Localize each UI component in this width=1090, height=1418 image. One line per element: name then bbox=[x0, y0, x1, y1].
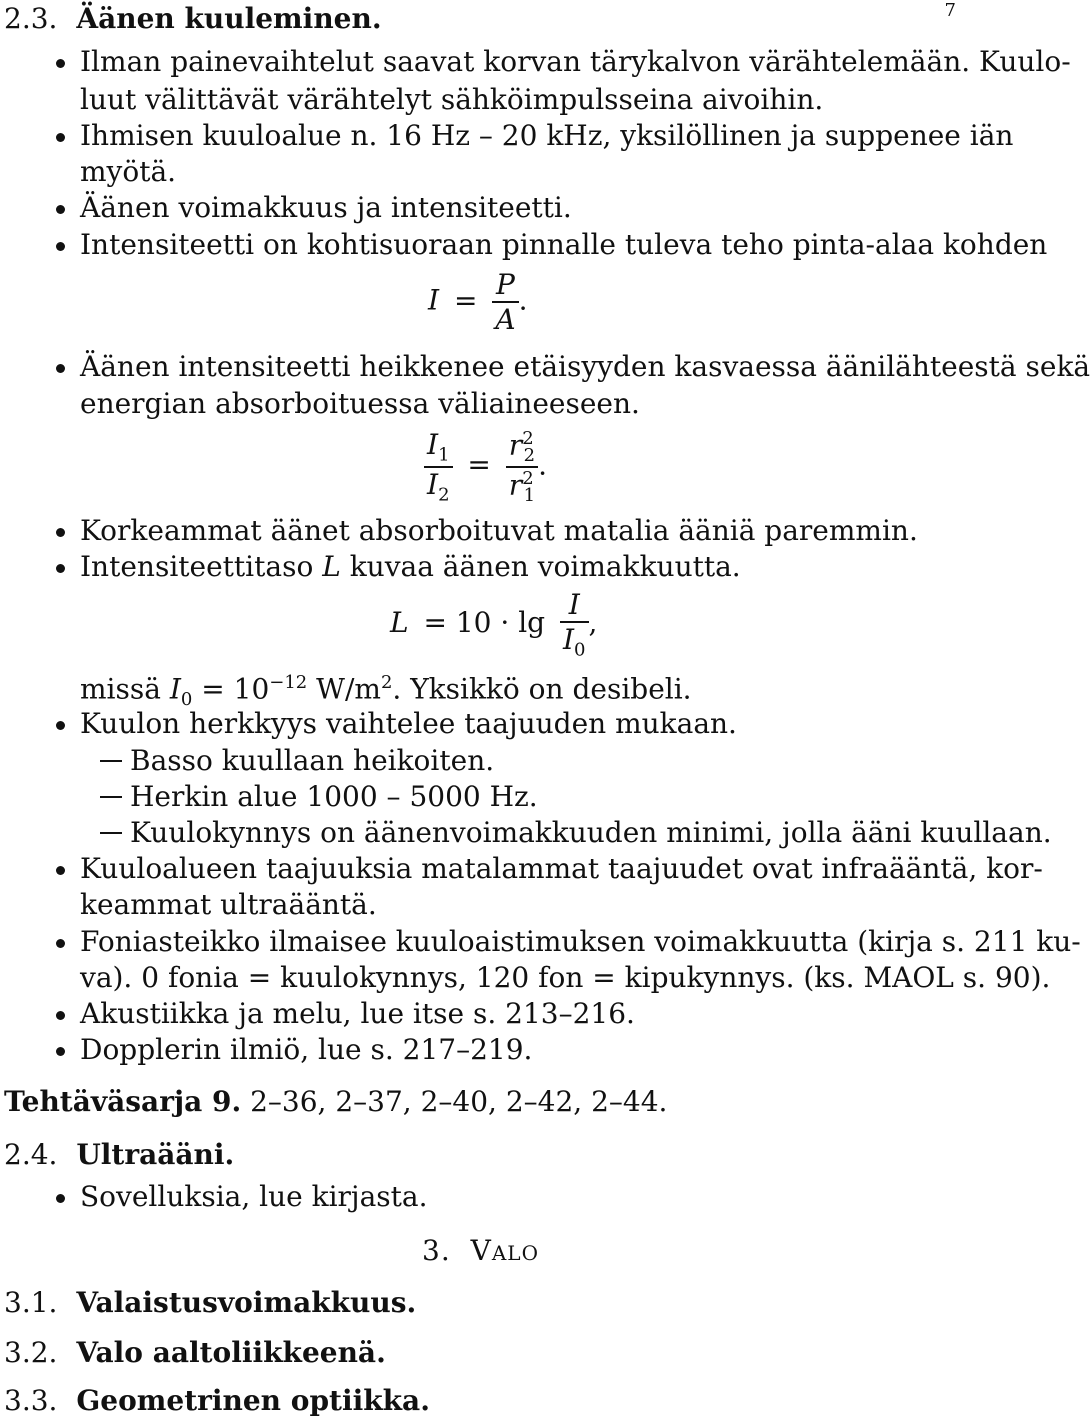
bullet-item: Intensiteetti on kohtisuoraan pinnalle tuleva teho pinta-alaa kohden bbox=[80, 228, 1048, 261]
section-number: 2.4. bbox=[4, 1138, 58, 1171]
dash-item: Herkin alue 1000 – 5000 Hz. bbox=[130, 780, 538, 813]
exercise-items: 2–36, 2–37, 2–40, 2–42, 2–44. bbox=[250, 1085, 668, 1118]
bullet-continuation: keammat ultraääntä. bbox=[80, 888, 377, 921]
page-number: 7 bbox=[944, 0, 956, 21]
section-number: 3.2. bbox=[4, 1336, 58, 1369]
section-number: 3.1. bbox=[4, 1286, 58, 1319]
bullet-continuation: luut välittävät värähtelyt sähköimpulsseina aivoihin. bbox=[80, 83, 824, 116]
exercise-label: Tehtäväsarja 9. bbox=[4, 1085, 242, 1118]
dash-item: Kuulokynnys on äänenvoimakkuuden minimi, jolla ääni kuullaan. bbox=[130, 816, 1052, 849]
bullet-item: Kuulon herkkyys vaihtelee taajuuden mukaan. bbox=[80, 707, 737, 740]
section-title: Valo aaltoliikkeenä. bbox=[76, 1336, 386, 1369]
chapter-title: Valo bbox=[470, 1234, 539, 1267]
chapter-heading bbox=[422, 1234, 539, 1267]
section-heading-2-3 bbox=[4, 2, 382, 35]
section-heading-2-4 bbox=[4, 1138, 234, 1171]
bullet-item: Intensiteettitaso L kuvaa äänen voimakkuutta. bbox=[80, 550, 741, 583]
chapter-number: 3. bbox=[422, 1234, 451, 1267]
bullet-item: Ilman painevaihtelut saavat korvan tärykalvon värähtelemään. Kuulo- bbox=[80, 45, 1071, 78]
formula-intensity-ratio: $\frac{I_1}{I_2}$ = $\frac{r^2_2}{r^2_1}$ . bbox=[424, 428, 547, 506]
section-number: 3.3. bbox=[4, 1384, 58, 1417]
bullet-item: Sovelluksia, lue kirjasta. bbox=[80, 1180, 428, 1213]
bullet-continuation: energian absorboituessa väliaineeseen. bbox=[80, 387, 640, 420]
formula-intensity: I = $\frac{P}{A}$ . bbox=[428, 268, 528, 336]
bullet-item: Akustiikka ja melu, lue itse s. 213–216. bbox=[80, 997, 635, 1030]
bullet-item: Korkeammat äänet absorboituvat matalia ääniä paremmin. bbox=[80, 514, 918, 547]
section-title: Äänen kuuleminen. bbox=[76, 2, 382, 35]
section-heading-3-1 bbox=[4, 1286, 416, 1319]
section-title: Geometrinen optiikka. bbox=[76, 1384, 430, 1417]
bullet-item: Äänen intensiteetti heikkenee etäisyyden kasvaessa äänilähteestä sekä bbox=[80, 350, 1090, 383]
bullet-item: Ihmisen kuuloalue n. 16 Hz – 20 kHz, yksilöllinen ja suppenee iän bbox=[80, 119, 1014, 152]
exercise-set bbox=[4, 1085, 667, 1118]
section-number: 2.3. bbox=[4, 2, 58, 35]
bullet-continuation: myötä. bbox=[80, 155, 177, 188]
section-heading-3-2 bbox=[4, 1336, 386, 1369]
bullet-item: Kuuloalueen taajuuksia matalammat taajuudet ovat infraääntä, kor- bbox=[80, 852, 1043, 885]
section-heading-3-3 bbox=[4, 1384, 430, 1417]
formula-intensity-level: L = 10 · lg $\frac{I}{I_0}$ , bbox=[390, 588, 598, 661]
section-title: Valaistusvoimakkuus. bbox=[76, 1286, 417, 1319]
section-title: Ultraääni. bbox=[76, 1138, 235, 1171]
bullet-item: Äänen voimakkuus ja intensiteetti. bbox=[80, 191, 572, 224]
dash-item: Basso kuullaan heikoiten. bbox=[130, 744, 495, 777]
bullet-item: Dopplerin ilmiö, lue s. 217–219. bbox=[80, 1033, 533, 1066]
bullet-item: Foniasteikko ilmaisee kuuloaistimuksen voimakkuutta (kirja s. 211 ku- bbox=[80, 925, 1081, 958]
reference-intensity-note: missä $I_0 = 10^{-12}$ $W/m^2$. Yksikkö on desibeli. bbox=[80, 672, 692, 710]
bullet-continuation: va). 0 fonia = kuulokynnys, 120 fon = kipukynnys. (ks. MAOL s. 90). bbox=[80, 961, 1051, 994]
